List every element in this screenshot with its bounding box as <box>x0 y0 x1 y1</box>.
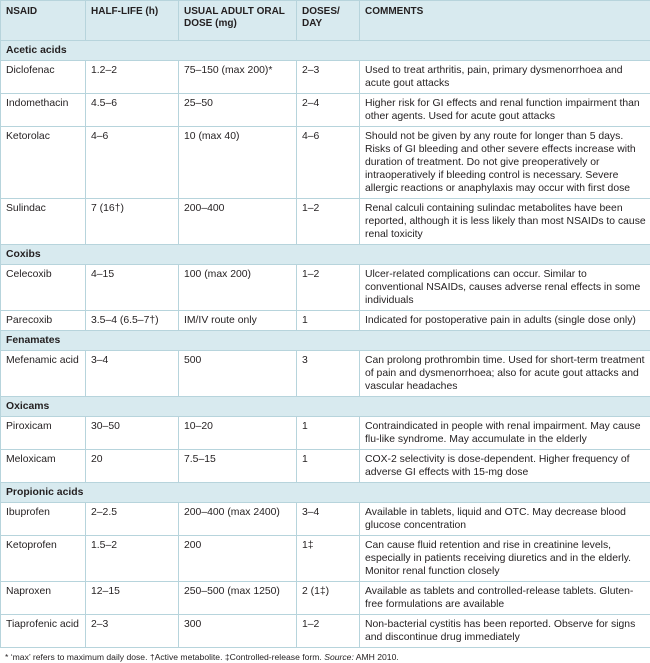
table-row <box>1 351 650 397</box>
cell-dose: 500 <box>179 351 297 397</box>
cell-dose: 75–150 (max 200)* <box>179 61 297 94</box>
cell-doses-per-day: 4–6 <box>297 127 360 199</box>
cell-comments: COX-2 selectivity is dose-dependent. Higher frequency of adverse GI effects with 15-mg dose <box>360 450 650 483</box>
cell-comments: Ulcer-related complications can occur. Similar to conventional NSAIDs, causes adverse renal effects in some individuals <box>360 265 650 311</box>
table-body <box>1 41 650 648</box>
cell-doses-per-day: 1‡ <box>297 536 360 582</box>
group-row <box>1 331 650 351</box>
group-label: Propionic acids <box>1 483 650 503</box>
cell-dose: 10–20 <box>179 417 297 450</box>
footnote-source-value: AMH 2010. <box>356 652 399 662</box>
table-row <box>1 417 650 450</box>
cell-half-life: 2–3 <box>86 615 179 648</box>
cell-comments: Indicated for postoperative pain in adults (single dose only) <box>360 311 650 331</box>
cell-dose: 100 (max 200) <box>179 265 297 311</box>
cell-dose: 25–50 <box>179 94 297 127</box>
group-row <box>1 397 650 417</box>
cell-doses-per-day: 1–2 <box>297 265 360 311</box>
cell-nsaid: Tiaprofenic acid <box>1 615 86 648</box>
group-row <box>1 41 650 61</box>
cell-dose: 10 (max 40) <box>179 127 297 199</box>
cell-half-life: 3–4 <box>86 351 179 397</box>
table-row <box>1 450 650 483</box>
cell-doses-per-day: 2–3 <box>297 61 360 94</box>
cell-comments: Can prolong prothrombin time. Used for short-term treatment of pain and dysmenorrhoea; also for acute gout attacks and vascular headaches <box>360 351 650 397</box>
group-label: Oxicams <box>1 397 650 417</box>
cell-doses-per-day: 1 <box>297 450 360 483</box>
cell-comments: Used to treat arthritis, pain, primary dysmenorrhoea and acute gout attacks <box>360 61 650 94</box>
table-row <box>1 127 650 199</box>
cell-nsaid: Diclofenac <box>1 61 86 94</box>
cell-comments: Non-bacterial cystitis has been reported. Observe for signs and discontinue drug immediately <box>360 615 650 648</box>
cell-half-life: 1.5–2 <box>86 536 179 582</box>
cell-doses-per-day: 2–4 <box>297 94 360 127</box>
cell-comments: Should not be given by any route for longer than 5 days. Risks of GI bleeding and other severe effects increase with duration of treatment. Do not give preoperatively or intraoperatively if bleeding control is necessary. Severe allergic reactions or anaphylaxis may occur with first dose <box>360 127 650 199</box>
cell-doses-per-day: 3 <box>297 351 360 397</box>
cell-half-life: 12–15 <box>86 582 179 615</box>
cell-dose: 250–500 (max 1250) <box>179 582 297 615</box>
cell-nsaid: Indomethacin <box>1 94 86 127</box>
cell-nsaid: Meloxicam <box>1 450 86 483</box>
cell-doses-per-day: 1 <box>297 417 360 450</box>
cell-dose: 200–400 (max 2400) <box>179 503 297 536</box>
cell-dose: 300 <box>179 615 297 648</box>
group-label: Fenamates <box>1 331 650 351</box>
header-doses-per-day: DOSES/ DAY <box>297 1 360 41</box>
header-dose: USUAL ADULT ORAL DOSE (mg) <box>179 1 297 41</box>
table-row <box>1 265 650 311</box>
table-row <box>1 615 650 648</box>
cell-dose: 200–400 <box>179 199 297 245</box>
table-row <box>1 311 650 331</box>
cell-dose: 7.5–15 <box>179 450 297 483</box>
cell-doses-per-day: 3–4 <box>297 503 360 536</box>
header-comments: COMMENTS <box>360 1 650 41</box>
cell-dose: IM/IV route only <box>179 311 297 331</box>
cell-half-life: 4–15 <box>86 265 179 311</box>
group-row <box>1 483 650 503</box>
cell-half-life: 30–50 <box>86 417 179 450</box>
footnote-source-label: Source: <box>324 652 354 662</box>
cell-doses-per-day: 1–2 <box>297 615 360 648</box>
group-row <box>1 245 650 265</box>
cell-nsaid: Mefenamic acid <box>1 351 86 397</box>
cell-comments: Contraindicated in people with renal impairment. May cause flu-like syndrome. May accumulate in the elderly <box>360 417 650 450</box>
cell-doses-per-day: 1 <box>297 311 360 331</box>
cell-half-life: 20 <box>86 450 179 483</box>
cell-nsaid: Ketoprofen <box>1 536 86 582</box>
cell-nsaid: Naproxen <box>1 582 86 615</box>
cell-comments: Renal calculi containing sulindac metabolites have been reported, although it is less likely than most NSAIDs to cause renal toxicity <box>360 199 650 245</box>
footnote-text: * ‘max’ refers to maximum daily dose. †Active metabolite. ‡Controlled-release form. <box>5 652 322 662</box>
cell-half-life: 7 (16†) <box>86 199 179 245</box>
footnote <box>0 648 650 663</box>
cell-nsaid: Ibuprofen <box>1 503 86 536</box>
cell-nsaid: Ketorolac <box>1 127 86 199</box>
table-row <box>1 536 650 582</box>
cell-comments: Available in tablets, liquid and OTC. May decrease blood glucose concentration <box>360 503 650 536</box>
cell-comments: Higher risk for GI effects and renal function impairment than other agents. Used for acute gout attacks <box>360 94 650 127</box>
cell-half-life: 4–6 <box>86 127 179 199</box>
table-row <box>1 61 650 94</box>
table-row <box>1 94 650 127</box>
cell-nsaid: Celecoxib <box>1 265 86 311</box>
group-label: Coxibs <box>1 245 650 265</box>
cell-half-life: 4.5–6 <box>86 94 179 127</box>
cell-doses-per-day: 2 (1‡) <box>297 582 360 615</box>
header-row <box>1 1 650 41</box>
cell-doses-per-day: 1–2 <box>297 199 360 245</box>
header-half-life: HALF-LIFE (h) <box>86 1 179 41</box>
cell-half-life: 3.5–4 (6.5–7†) <box>86 311 179 331</box>
cell-nsaid: Sulindac <box>1 199 86 245</box>
cell-nsaid: Piroxicam <box>1 417 86 450</box>
group-label: Acetic acids <box>1 41 650 61</box>
cell-dose: 200 <box>179 536 297 582</box>
header-nsaid: NSAID <box>1 1 86 41</box>
cell-comments: Available as tablets and controlled-release tablets. Gluten-free formulations are available <box>360 582 650 615</box>
cell-half-life: 2–2.5 <box>86 503 179 536</box>
cell-comments: Can cause fluid retention and rise in creatinine levels, especially in patients receiving diuretics and in the elderly. Monitor renal function closely <box>360 536 650 582</box>
table-row <box>1 582 650 615</box>
cell-half-life: 1.2–2 <box>86 61 179 94</box>
cell-nsaid: Parecoxib <box>1 311 86 331</box>
table-row <box>1 503 650 536</box>
table-row <box>1 199 650 245</box>
